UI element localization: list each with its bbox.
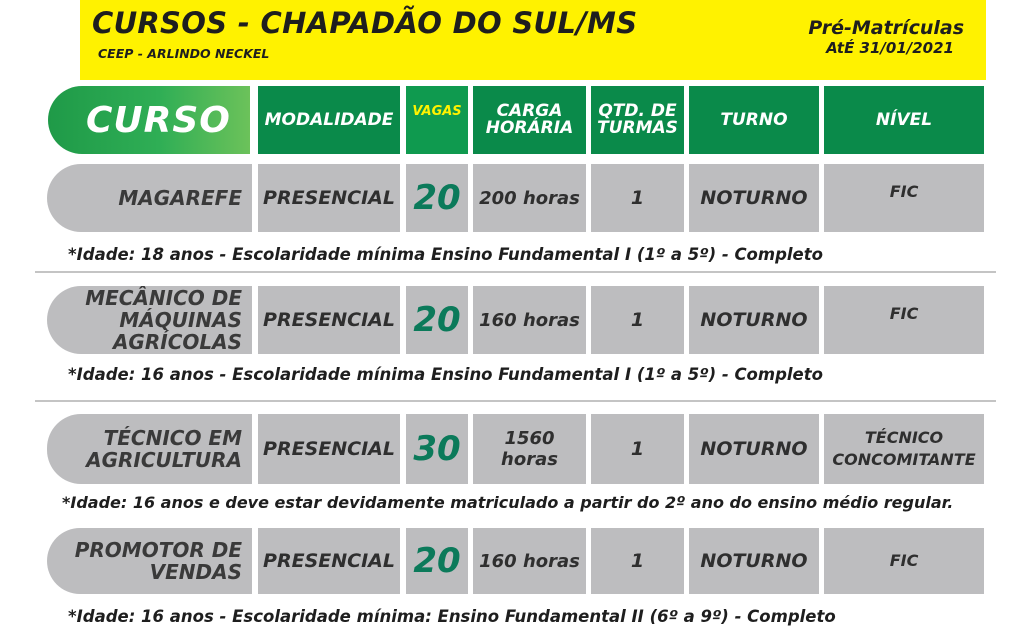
turmas-cell: 1: [591, 528, 684, 594]
course-name-line: MÁQUINAS: [119, 308, 242, 332]
course-note: *Idade: 18 anos - Escolaridade mínima Ensino Fundamental I (1º a 5º) - Completo: [68, 245, 823, 264]
column-header-turmas-line2: TURMAS: [597, 118, 678, 138]
turmas-cell: 1: [591, 164, 684, 232]
row-separator: [35, 271, 996, 273]
carga-cell: 1560 horas: [473, 414, 586, 484]
nivel-cell: [824, 414, 984, 484]
school-name: CEEP - ARLINDO NECKEL: [98, 46, 270, 61]
column-header-carga-line1: CARGA: [496, 101, 563, 121]
course-name-line: PROMOTOR DE: [74, 538, 242, 562]
course-note: *Idade: 16 anos - Escolaridade mínima: Ensino Fundamental II (6º a 9º) - Completo: [68, 607, 836, 626]
column-header-nivel: NÍVEL: [824, 86, 984, 154]
course-name-promotor: [47, 528, 252, 594]
course-note: *Idade: 16 anos - Escolaridade mínima Ensino Fundamental I (1º a 5º) - Completo: [68, 365, 823, 384]
column-header-turmas-line1: QTD. DE: [598, 101, 677, 121]
course-note: *Idade: 16 anos e deve estar devidamente matriculado a partir do 2º ano do ensino médio regular.: [62, 493, 954, 512]
column-header-turmas: [591, 86, 684, 154]
nivel-line: FIC: [889, 304, 919, 323]
column-header-modalidade: MODALIDADE: [258, 86, 400, 154]
modalidade-cell: PRESENCIAL: [258, 528, 400, 594]
column-header-turno: TURNO: [689, 86, 819, 154]
turno-cell: NOTURNO: [689, 528, 819, 594]
nivel-line: FIC: [889, 551, 919, 570]
vagas-cell: 30: [406, 414, 468, 484]
course-name-line: AGRÍCOLAS: [112, 330, 242, 354]
course-name-mecanico: [47, 286, 252, 354]
course-name-line: AGRICULTURA: [86, 448, 242, 472]
nivel-cell: [824, 286, 984, 354]
carga-cell: 160 horas: [473, 528, 586, 594]
prematricula-label: Pré-Matrículas: [808, 17, 964, 39]
row-separator: [35, 400, 996, 402]
modalidade-cell: PRESENCIAL: [258, 164, 400, 232]
vagas-cell: 20: [406, 164, 468, 232]
turno-cell: NOTURNO: [689, 164, 819, 232]
header-banner: [80, 0, 986, 80]
vagas-cell: 20: [406, 286, 468, 354]
nivel-line: TÉCNICO: [864, 428, 944, 447]
turmas-cell: 1: [591, 414, 684, 484]
page-title: CURSOS - CHAPADÃO DO SUL/MS: [92, 6, 638, 40]
course-name-line: MECÂNICO DE: [85, 286, 242, 310]
turmas-cell: 1: [591, 286, 684, 354]
carga-cell: 200 horas: [473, 164, 586, 232]
column-header-vagas: VAGAS: [406, 86, 468, 154]
column-header-curso: CURSO: [48, 86, 250, 154]
vagas-cell: 20: [406, 528, 468, 594]
deadline-label: AtÉ 31/01/2021: [826, 39, 954, 57]
nivel-line: FIC: [889, 182, 919, 201]
course-name-line: TÉCNICO EM: [103, 426, 242, 450]
nivel-cell: [824, 528, 984, 594]
turno-cell: NOTURNO: [689, 286, 819, 354]
course-name-magarefe: [47, 164, 252, 232]
column-header-carga: [473, 86, 586, 154]
nivel-line: CONCOMITANTE: [832, 450, 976, 469]
course-name-line: VENDAS: [149, 560, 242, 584]
course-name-line: MAGAREFE: [118, 186, 242, 210]
modalidade-cell: PRESENCIAL: [258, 286, 400, 354]
course-name-tecnico-agricultura: [47, 414, 252, 484]
turno-cell: NOTURNO: [689, 414, 819, 484]
nivel-cell: [824, 164, 984, 232]
carga-cell: 160 horas: [473, 286, 586, 354]
column-header-carga-line2: HORÁRIA: [485, 118, 574, 138]
modalidade-cell: PRESENCIAL: [258, 414, 400, 484]
